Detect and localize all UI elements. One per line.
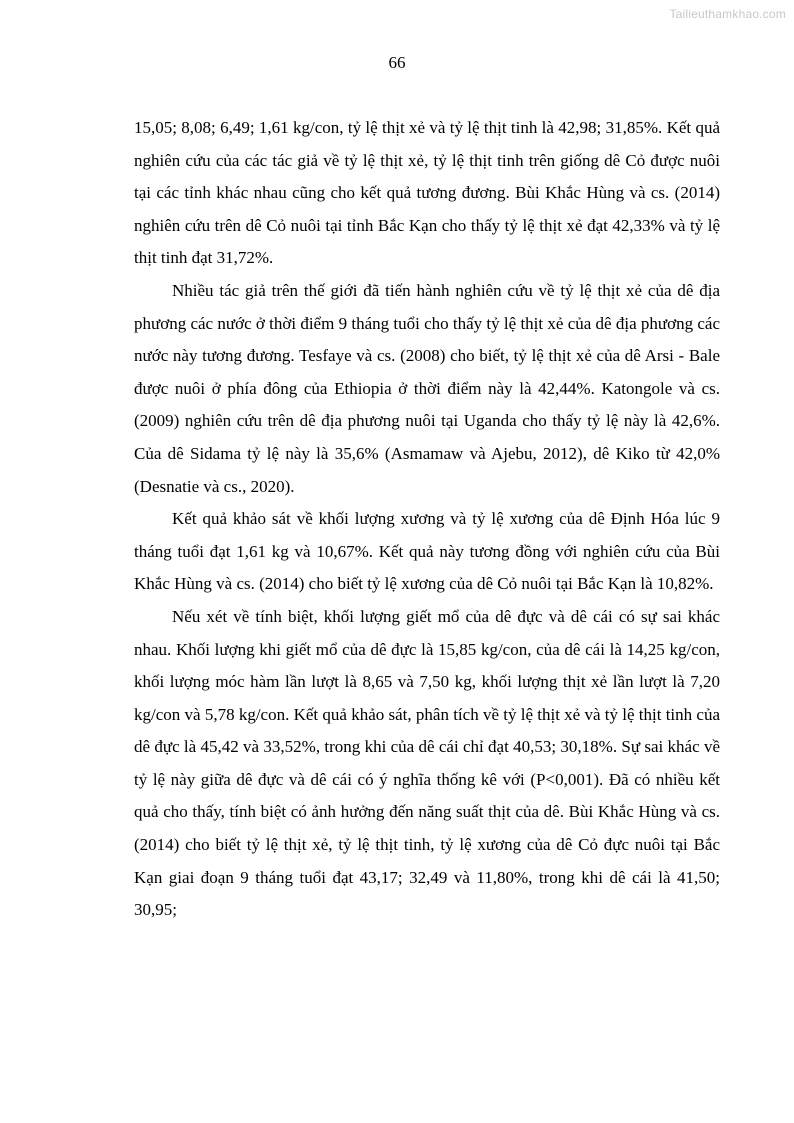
page-number: 66 bbox=[388, 53, 406, 72]
paragraph-2: Nhiều tác giả trên thế giới đã tiến hành nghiên cứu về tỷ lệ thịt xẻ của dê địa phương các nước ở thời điểm 9 tháng tuổi cho thấy tỷ lệ thịt xẻ của dê địa phương các nước này tương đương. Tesfaye và cs. (2008) cho biết, tỷ lệ thịt xẻ của dê Arsi - Bale được nuôi ở phía đông của Ethiopia ở thời điểm này là 42,44%. Katongole và cs. (2009) nghiên cứu trên dê địa phương nuôi tại Uganda cho thấy tỷ lệ này là 42,6%. Của dê Sidama tỷ lệ này là 35,6% (Asmamaw và Ajebu, 2012), dê Kiko từ 42,0% (Desnatie và cs., 2020). bbox=[134, 280, 720, 496]
paragraph-1: 15,05; 8,08; 6,49; 1,61 kg/con, tỷ lệ thịt xẻ và tỷ lệ thịt tinh là 42,98; 31,85%. Kết quả nghiên cứu của các tác giả về tỷ lệ thịt xẻ, tỷ lệ thịt tinh trên giống dê Cỏ được nuôi tại các tỉnh khác nhau cũng cho kết quả tương đương. Bùi Khắc Hùng và cs. (2014) nghiên cứu trên dê Cỏ nuôi tại tỉnh Bắc Kạn cho thấy tỷ lệ thịt xẻ đạt 42,33% và tỷ lệ thịt tinh đạt 31,72%. bbox=[134, 118, 720, 268]
paragraph-4: Nếu xét về tính biệt, khối lượng giết mổ của dê đực và dê cái có sự sai khác nhau. Khối lượng khi giết mổ của dê đực là 15,85 kg/con, của dê cái là 14,25 kg/con, khối lượng móc hàm lần lượt là 8,65 và 7,50 kg, khối lượng thịt xẻ lần lượt là 7,20 kg/con và 5,78 kg/con. Kết quả khảo sát, phân tích về tỷ lệ thịt xẻ và tỷ lệ thịt tinh của dê đực là 45,42 và 33,52%, trong khi của dê cái chỉ đạt 40,53; 30,18%. Sự sai khác về tỷ lệ này giữa dê đực và dê cái có ý nghĩa thống kê với (P<0,001). Đã có nhiều kết quả cho thấy, tính biệt có ảnh hưởng đến năng suất thịt của dê. Bùi Khắc Hùng và cs. (2014) cho biết tỷ lệ thịt xẻ, tỷ lệ thịt tinh, tỷ lệ xương của dê Cỏ đực nuôi tại Bắc Kạn giai đoạn 9 tháng tuổi đạt 43,17; 32,49 và 11,80%, trong khi dê cái là 41,50; 30,95; bbox=[134, 606, 720, 920]
document-body bbox=[134, 112, 720, 927]
watermark-text: Tailieuthamkhao.com bbox=[669, 7, 786, 21]
paragraph-3: Kết quả khảo sát về khối lượng xương và tỷ lệ xương của dê Định Hóa lúc 9 tháng tuổi đạt 1,61 kg và 10,67%. Kết quả này tương đồng với nghiên cứu của Bùi Khắc Hùng và cs. (2014) cho biết tỷ lệ xương của dê Cỏ nuôi tại Bắc Kạn là 10,82%. bbox=[134, 509, 720, 594]
